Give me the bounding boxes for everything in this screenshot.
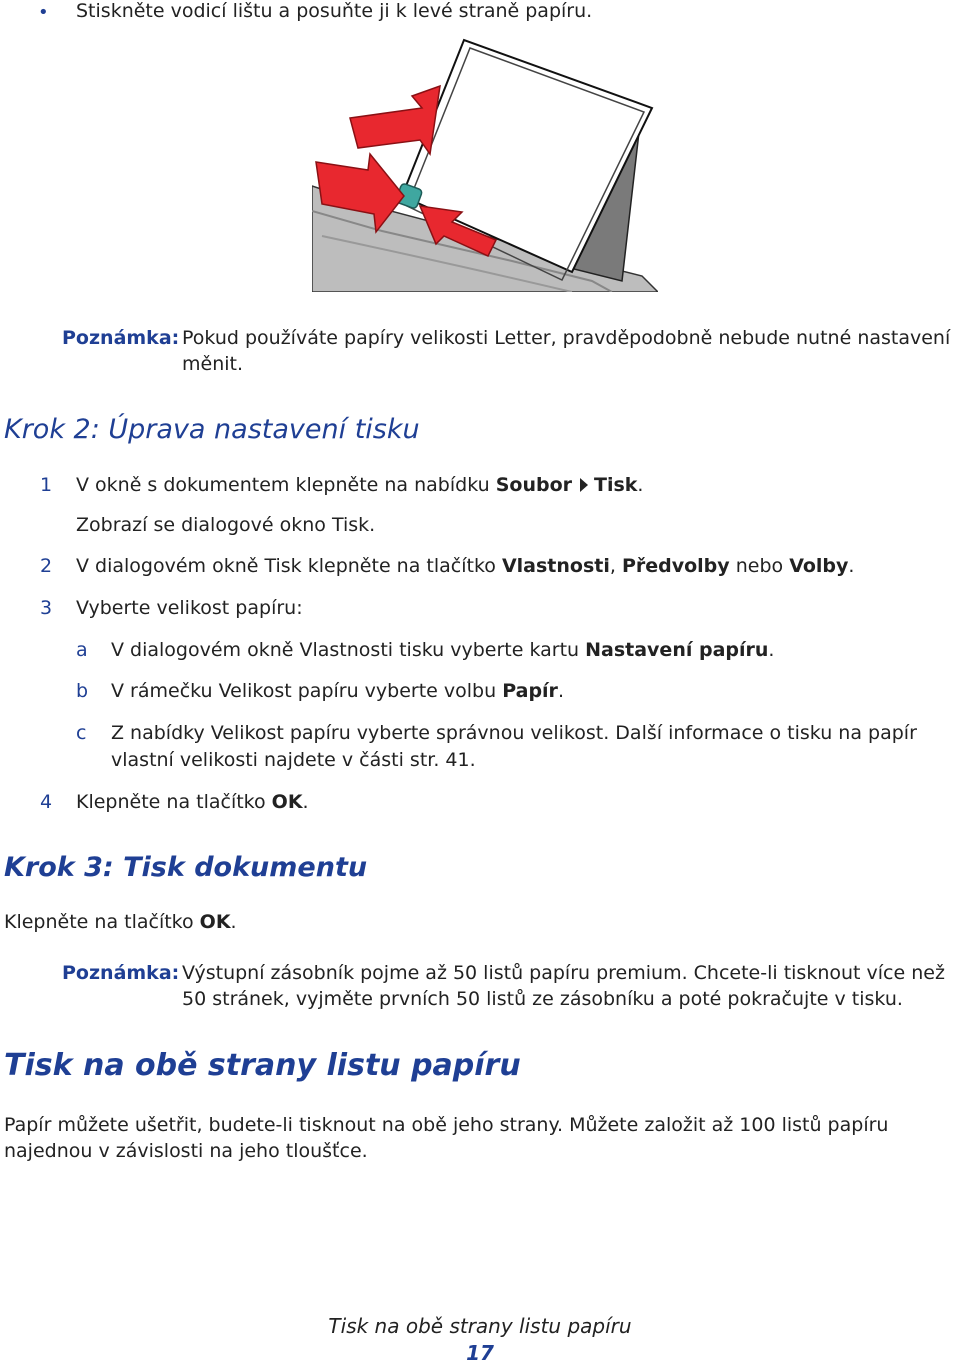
paragraph-line: Papír můžete ušetřit, budete-li tisknout na obě jeho strany. Můžete založit až 100 listů papíru [4,1114,889,1136]
substep-letter: b [76,680,89,702]
step-text: Klepněte na tlačítko OK. [76,791,309,813]
step2-heading: Krok 2: Úprava nastavení tisku [4,414,420,445]
step-number: 3 [40,597,53,619]
step-text: Vyberte velikost papíru: [76,597,303,619]
footer-title: Tisk na obě strany listu papíru [328,1314,632,1338]
step3-heading: Krok 3: Tisk dokumentu [4,852,368,883]
page-number: 17 [466,1341,494,1365]
note-line: 50 stránek, vyjměte prvních 50 listů ze zásobníku a poté pokračujte v tisku. [182,988,903,1010]
step-number: 2 [40,555,53,577]
paragraph-line: najednou v závislosti na jeho tloušťce. [4,1140,368,1162]
substep-text: V rámečku Velikost papíru vyberte volbu Papír. [111,680,564,702]
bullet-line: Stiskněte vodicí lištu a posuňte ji k levé straně papíru. [76,0,593,22]
step-subtext: Zobrazí se dialogové okno Tisk. [76,514,376,536]
note-label: Poznámka: [62,962,180,984]
note-line: Výstupní zásobník pojme až 50 listů papíru premium. Chcete-li tisknout více než [182,962,945,984]
step-text: V okně s dokumentem klepněte na nabídku Soubor Tisk. [76,474,644,496]
note-label: Poznámka: [62,327,180,349]
note-line: měnit. [182,353,244,375]
substep-text: V dialogovém okně Vlastnosti tisku vyberte kartu Nastavení papíru. [111,639,775,661]
step-text: V dialogovém okně Tisk klepněte na tlačítko Vlastnosti, Předvolby nebo Volby. [76,555,855,577]
step-number: 1 [40,474,53,496]
menu-arrow-icon [580,478,588,492]
substep-letter: c [76,722,87,744]
arrow-top [350,86,440,154]
substep-text: vlastní velikosti najdete v části str. 41. [111,749,476,771]
step3-text: Klepněte na tlačítko OK. [4,911,237,933]
printer-paper-guide-illustration [312,36,658,292]
step-number: 4 [40,791,53,813]
substep-letter: a [76,639,88,661]
bullet-dot: • [38,2,49,23]
substep-text: Z nabídky Velikost papíru vyberte správnou velikost. Další informace o tisku na papír [111,722,917,744]
note-line: Pokud používáte papíry velikosti Letter, pravděpodobně nebude nutné nastavení [182,327,951,349]
section-heading: Tisk na obě strany listu papíru [4,1048,521,1083]
